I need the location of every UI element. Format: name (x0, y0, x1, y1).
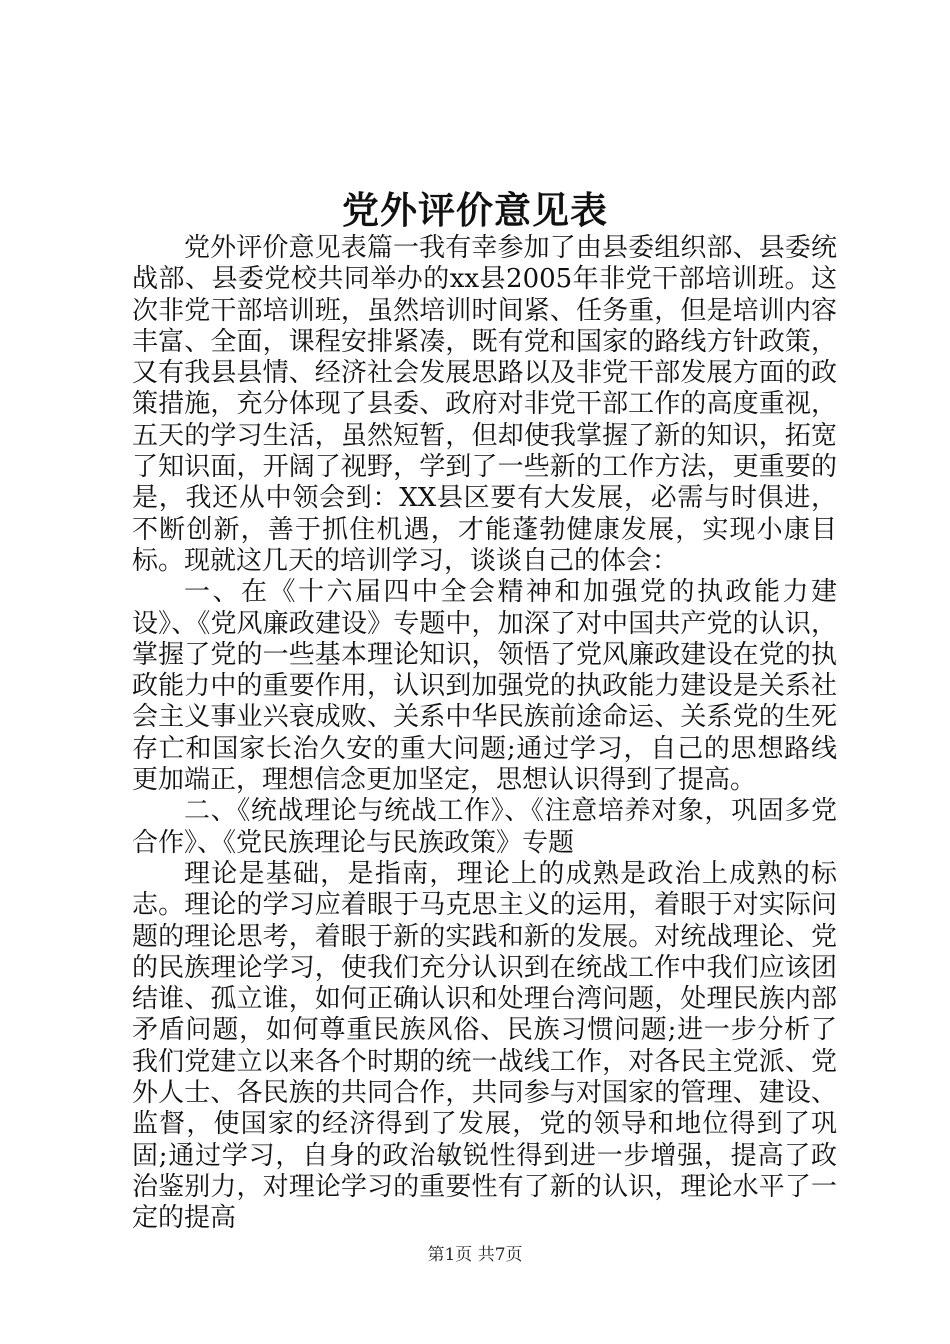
paragraph-section-one: 一、在《十六届四中全会精神和加强党的执政能力建设》、《党风廉政建设》专题中，加深了对中国共产党的认识，掌握了党的一些基本理论知识，领悟了党风廉政建设在党的执政能力中的重要作用，认识到加强党的执政能力建设是关系社会主义事业兴衰成败、关系中华民族前途命运、关系党的生死存亡和国家长治久安的重大问题;通过学习，自己的思想路线更加端正，理想信念更加坚定，思想认识得到了提高。 (132, 577, 837, 796)
document-title: 党外评价意见表 (342, 188, 608, 232)
paragraph-section-two-heading: 二、《统战理论与统战工作》、《注意培养对象，巩固多党合作》、《党民族理论与民族政策》专题 (132, 796, 837, 858)
paragraph-intro: 党外评价意见表篇一我有幸参加了由县委组织部、县委统战部、县委党校共同举办的xx县2005年非党干部培训班。这次非党干部培训班，虽然培训时间紧、任务重，但是培训内容丰富、全面，课程安排紧凑，既有党和国家的路线方针政策，又有我县县情、经济社会发展思路以及非党干部发展方面的政策措施，充分体现了县委、政府对非党干部工作的高度重视，五天的学习生活，虽然短暂，但却使我掌握了新的知识，拓宽了知识面，开阔了视野，学到了一些新的工作方法，更重要的是，我还从中领会到：XX县区要有大发展，必需与时俱进，不断创新，善于抓住机遇，才能蓬勃健康发展，实现小康目标。现就这几天的培训学习，谈谈自己的体会： (132, 233, 837, 576)
document-body (132, 233, 837, 1235)
paragraph-theory: 理论是基础，是指南，理论上的成熟是政治上成熟的标志。理论的学习应着眼于马克思主义的运用，着眼于对实际问题的理论思考，着眼于新的实践和新的发展。对统战理论、党的民族理论学习，使我们充分认识到在统战工作中我们应该团结谁、孤立谁，如何正确认识和处理台湾问题，处理民族内部矛盾问题，如何尊重民族风俗、民族习惯问题;进一步分析了我们党建立以来各个时期的统一战线工作，对各民主党派、党外人士、各民族的共同合作，共同参与对国家的管理、建设、监督，使国家的经济得到了发展，党的领导和地位得到了巩固;通过学习，自身的政治敏锐性得到进一步增强，提高了政治鉴别力，对理论学习的重要性有了新的认识，理论水平了一定的提高 (132, 858, 837, 1234)
page-footer: 第1页 共7页 (427, 1245, 523, 1265)
